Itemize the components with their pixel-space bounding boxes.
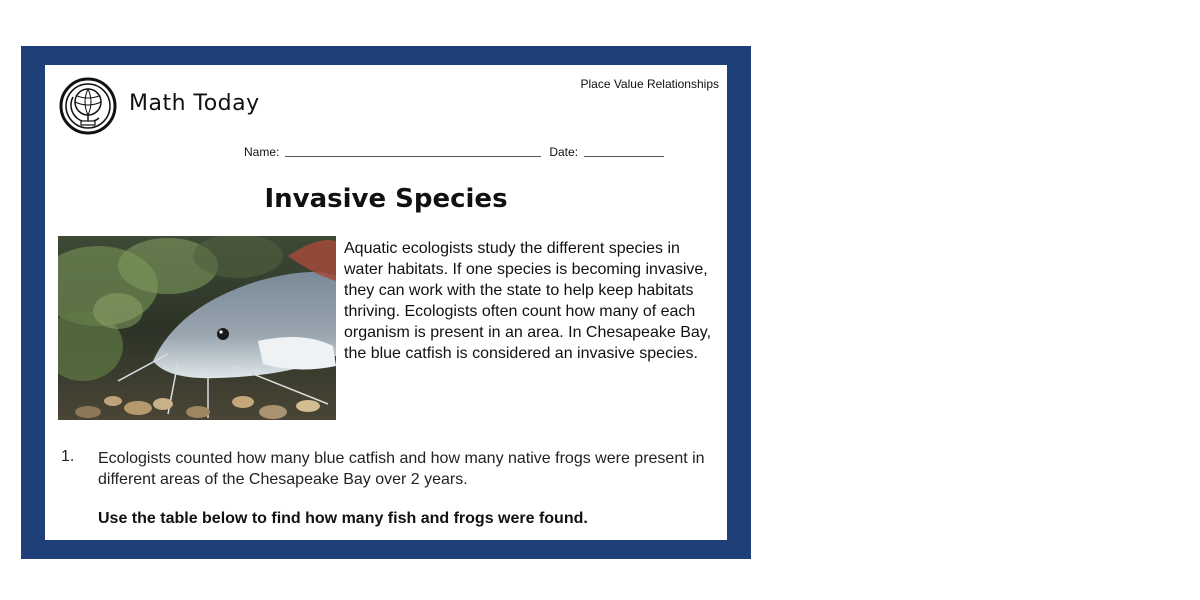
worksheet-frame (21, 46, 751, 559)
worksheet-page (45, 65, 727, 540)
name-date-row (244, 145, 664, 159)
question-text: Ecologists counted how many blue catfish and how many native frogs were present in different areas of the Chesapeake Bay over 2 years. (98, 450, 705, 488)
name-field[interactable] (285, 155, 541, 157)
intro-paragraph: Aquatic ecologists study the different species in water habitats. If one species is becoming invasive, they can work with the state to help keep habitats thriving. Ecologists often count how many of each organism is present in an area. In Chesapeake Bay, the blue catfish is considered an invasive species. (344, 240, 712, 362)
question-instruction: Use the table below to find how many fish and frogs were found. (98, 510, 588, 527)
page-title: Invasive Species (264, 184, 508, 214)
question-number: 1. (61, 448, 75, 465)
topic-label: Place Value Relationships (580, 77, 719, 91)
brand-title: Math Today (129, 91, 260, 116)
globe-logo-icon (59, 77, 117, 135)
date-field[interactable] (584, 155, 664, 157)
name-label: Name: (244, 145, 280, 159)
blue-catfish-photo (58, 236, 336, 420)
date-label: Date: (549, 145, 579, 159)
